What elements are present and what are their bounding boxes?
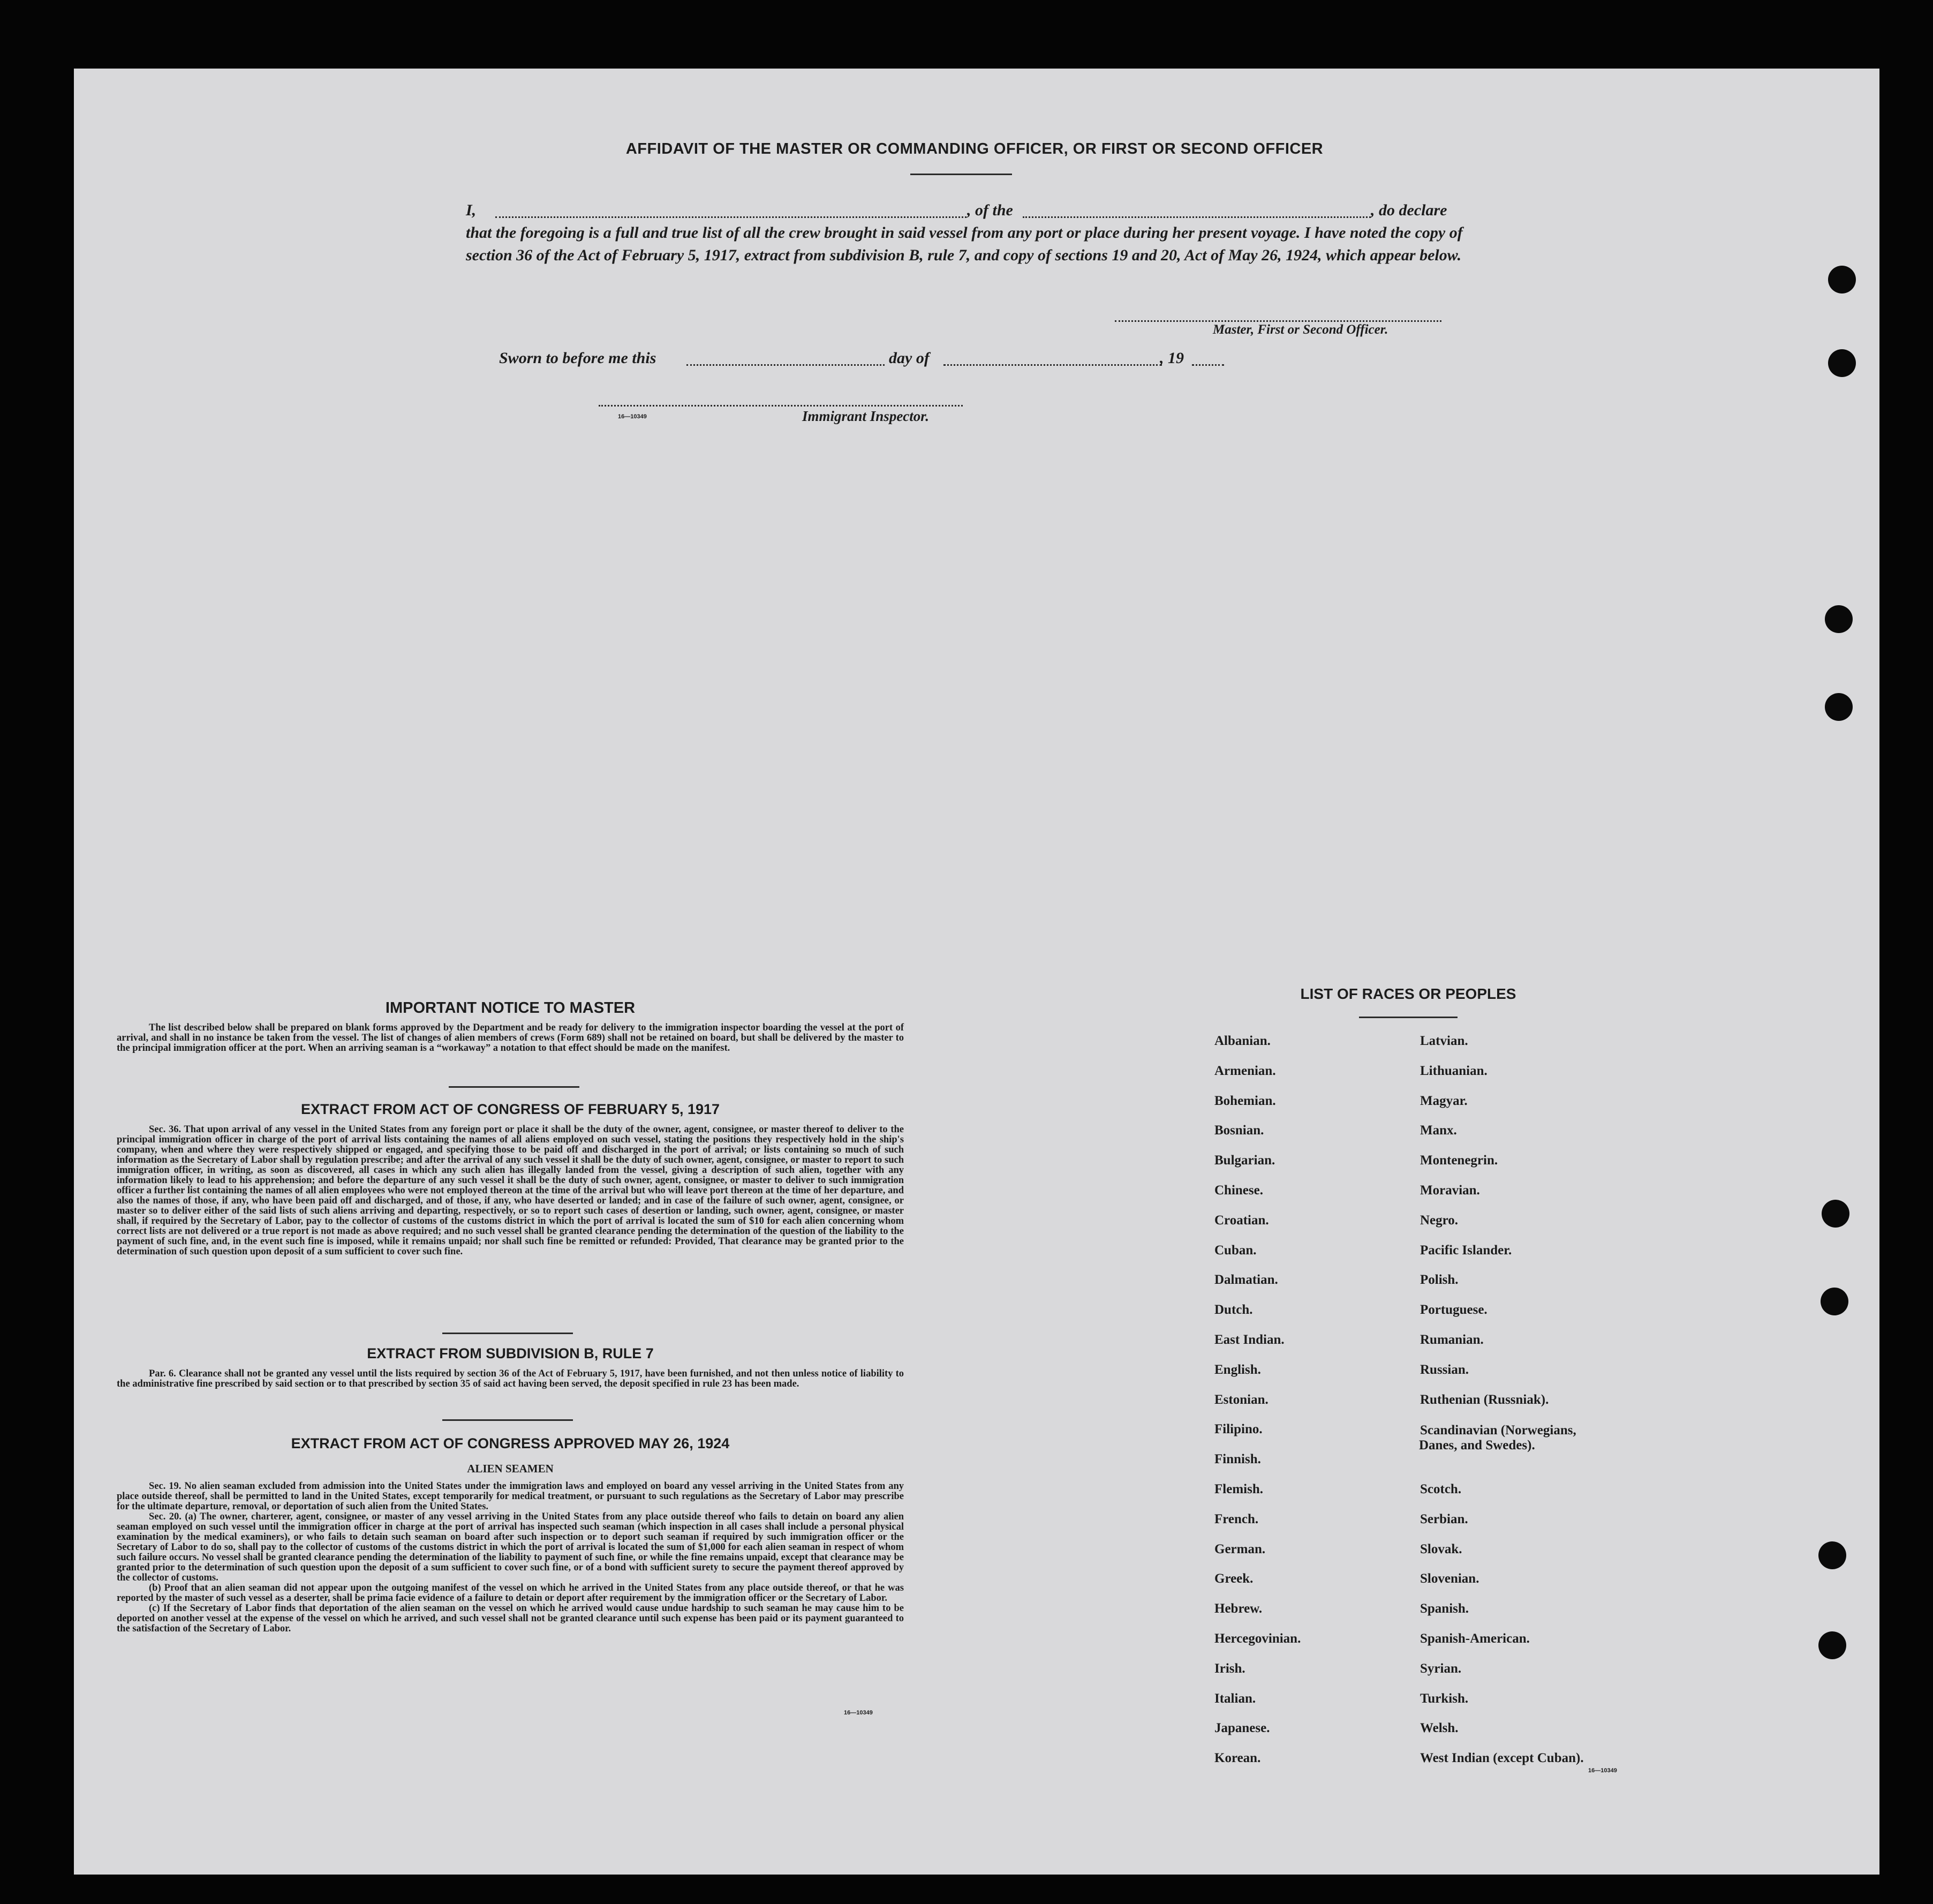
sworn-year-field[interactable] bbox=[1192, 364, 1224, 366]
rule7-title: EXTRACT FROM SUBDIVISION B, RULE 7 bbox=[367, 1345, 654, 1361]
extract-1917-title: EXTRACT FROM ACT OF CONGRESS OF FEBRUARY 5, 1917 bbox=[300, 1101, 720, 1117]
binder-hole bbox=[1828, 349, 1856, 377]
race-item: Albanian. bbox=[1214, 1034, 1271, 1048]
extract-1924-text bbox=[117, 1481, 904, 1634]
race-item: Portuguese. bbox=[1420, 1303, 1487, 1318]
race-item: West Indian (except Cuban). bbox=[1420, 1751, 1584, 1766]
form-number: 16—10349 bbox=[1588, 1767, 1617, 1774]
race-item: Croatian. bbox=[1214, 1213, 1269, 1228]
inspector-label: Immigrant Inspector. bbox=[802, 408, 930, 424]
notice-text bbox=[117, 1023, 904, 1053]
binder-hole bbox=[1818, 1541, 1846, 1569]
race-item: Lithuanian. bbox=[1420, 1063, 1487, 1078]
section-divider bbox=[442, 1419, 573, 1421]
race-item: Bosnian. bbox=[1214, 1123, 1264, 1138]
race-item: Serbian. bbox=[1420, 1511, 1468, 1526]
race-item: Irish. bbox=[1214, 1661, 1245, 1676]
race-item: French. bbox=[1214, 1511, 1259, 1526]
races-divider bbox=[1359, 1017, 1458, 1018]
binder-hole bbox=[1818, 1631, 1846, 1659]
section-20c-paragraph: (c) If the Secretary of Labor finds that deportation of the alien seaman on the vessel on which he arrived would cause undue hardship to such seaman he may cause him to be deported on another vessel at the expense of the vessel on which he arrived, and such vessel shall not be granted clearance until such expense has been paid or its payment guaranteed to the satisfaction of the Secretary of Labor. bbox=[117, 1603, 904, 1634]
race-item: Turkish. bbox=[1420, 1691, 1469, 1706]
race-item: Slovak. bbox=[1420, 1541, 1462, 1556]
race-item: Bohemian. bbox=[1214, 1093, 1276, 1108]
race-item: Filipino. bbox=[1214, 1422, 1263, 1437]
vessel-name-field[interactable] bbox=[1023, 216, 1371, 218]
title-divider bbox=[910, 174, 1012, 175]
race-item: Estonian. bbox=[1214, 1392, 1268, 1407]
race-item: Greek. bbox=[1214, 1571, 1254, 1586]
section-divider bbox=[449, 1086, 579, 1088]
day-of-label: day of bbox=[889, 349, 930, 367]
race-item: Rumanian. bbox=[1420, 1333, 1484, 1347]
race-item: German. bbox=[1214, 1541, 1266, 1556]
section-divider bbox=[442, 1333, 573, 1334]
race-item: Scandinavian (Norwegians, bbox=[1420, 1423, 1576, 1438]
binder-hole bbox=[1825, 693, 1853, 721]
declaration-paragraph: that the foregoing is a full and true list of all the crew brought in said vessel from any port or place during her present voyage. I have noted the copy of section 36 of the Act of February 5, 1917, extract from subdivision B, rule 7, and copy of sections 19 and 20, Act of May 26, 1924, which appear below. bbox=[466, 224, 1463, 264]
race-item: Latvian. bbox=[1420, 1034, 1468, 1048]
extract-1924-title: EXTRACT FROM ACT OF CONGRESS APPROVED MAY 26, 1924 bbox=[291, 1435, 730, 1451]
race-item: Cuban. bbox=[1214, 1243, 1257, 1258]
race-item: Bulgarian. bbox=[1214, 1153, 1275, 1168]
race-item: Ruthenian (Russniak). bbox=[1420, 1392, 1549, 1407]
race-item: Magyar. bbox=[1420, 1093, 1468, 1108]
rule7-text bbox=[117, 1369, 904, 1389]
race-item: Polish. bbox=[1420, 1273, 1459, 1288]
race-item: Pacific Islander. bbox=[1420, 1243, 1512, 1258]
sworn-month-field[interactable] bbox=[943, 364, 1162, 366]
race-item: Russian. bbox=[1420, 1362, 1469, 1377]
rule7-paragraph: Par. 6. Clearance shall not be granted any vessel until the lists required by section 36 of the Act of February 5, 1917, have been furnished, and not then unless notice of liability to the administrative fine prescribed by said section or to that prescribed by section 35 of said act having been served, the deposit specified in rule 23 has been made. bbox=[117, 1368, 904, 1389]
binder-hole bbox=[1828, 266, 1856, 293]
binder-hole bbox=[1825, 605, 1853, 633]
race-item: Syrian. bbox=[1420, 1661, 1462, 1676]
race-item: Armenian. bbox=[1214, 1063, 1276, 1078]
year-prefix: , 19 bbox=[1160, 349, 1184, 367]
declarant-name-field[interactable] bbox=[495, 216, 966, 218]
race-item: Chinese. bbox=[1214, 1183, 1263, 1198]
race-item: East Indian. bbox=[1214, 1333, 1285, 1347]
binder-hole bbox=[1822, 1200, 1849, 1228]
notice-paragraph: The list described below shall be prepared on blank forms approved by the Department and be ready for delivery to the immigration inspector boarding the vessel at the port of arrival, and shall in no instance be taken from the vessel. The list of changes of alien members of crews (Form 689) shall not be retained on board, but shall be delivered by the master to the principal immigration officer at the port. When an arriving seaman is a “workaway” a notation to that effect should be made on the manifest. bbox=[117, 1022, 904, 1053]
extract-1917-text bbox=[117, 1125, 904, 1257]
notice-title: IMPORTANT NOTICE TO MASTER bbox=[385, 999, 636, 1017]
race-item: English. bbox=[1214, 1362, 1261, 1377]
declare-suffix: , do declare bbox=[1371, 201, 1447, 219]
race-item: Hebrew. bbox=[1214, 1601, 1263, 1616]
race-item: Japanese. bbox=[1214, 1721, 1270, 1736]
race-item: Finnish. bbox=[1214, 1452, 1261, 1467]
race-item: Spanish. bbox=[1420, 1601, 1469, 1616]
alien-seamen-subtitle: ALIEN SEAMEN bbox=[467, 1462, 554, 1475]
form-number: 16—10349 bbox=[618, 413, 647, 420]
race-item: Negro. bbox=[1420, 1213, 1459, 1228]
affidavit-title: AFFIDAVIT OF THE MASTER OR COMMANDING OFFICER, OR FIRST OR SECOND OFFICER bbox=[625, 140, 1324, 157]
vessel-prefix: , of the bbox=[967, 201, 1013, 219]
race-item: Montenegrin. bbox=[1420, 1153, 1498, 1168]
section-19-paragraph: Sec. 19. No alien seaman excluded from admission into the United States under the immigration laws and employed on board any vessel arriving in the United States from any place outside thereof, shall be permitted to land in the United States, except temporarily for medical treatment, or pursuant to such regulations as the Secretary of Labor may prescribe for the ultimate departure, removal, or deportation of such alien from the United States. bbox=[117, 1481, 904, 1512]
race-item: Italian. bbox=[1214, 1691, 1256, 1706]
section-20b-paragraph: (b) Proof that an alien seaman did not appear upon the outgoing manifest of the vessel on which he arrived in the United States from any place outside thereof, or that he was reported by the master of such vessel as a deserter, shall be prima facie evidence of a failure to detain or deport after requirement by the immigration officer or the Secretary of Labor. bbox=[117, 1583, 904, 1604]
sworn-day-field[interactable] bbox=[686, 364, 885, 366]
race-item: Dutch. bbox=[1214, 1303, 1253, 1318]
race-item: Moravian. bbox=[1420, 1183, 1480, 1198]
race-item: Dalmatian. bbox=[1214, 1273, 1278, 1288]
declarant-prefix: I, bbox=[466, 201, 477, 219]
race-item: Slovenian. bbox=[1420, 1571, 1479, 1586]
section-20a-paragraph: Sec. 20. (a) The owner, charterer, agent, consignee, or master of any vessel arriving in the United States from any place outside thereof who fails to detain on board any alien seaman employed on such vessel until the immigration officer in charge at the port of arrival has inspected such seaman (which inspection in all cases shall include a personal physical examination by the medical examiners), or who fails to detain such seaman on board after such inspection or to deport such seaman if required by such immigration officer or the Secretary of Labor to do so, shall pay to the collector of customs of the customs district in which the port of arrival is located the sum of $1,000 for each alien seaman in respect of whom such failure occurs. No vessel shall be granted clearance pending the determination of the liability to payment of such fine, or while the fine remains unpaid, except that clearance may be granted prior to the determination of such question upon the deposit of a sum sufficient to cover such fine, or of a bond with sufficient surety to secure the payment thereof approved by the collector of customs. bbox=[117, 1511, 904, 1583]
sworn-prefix: Sworn to before me this bbox=[499, 349, 656, 367]
race-item: Manx. bbox=[1420, 1123, 1457, 1138]
race-item: Welsh. bbox=[1420, 1721, 1459, 1736]
race-item: Hercegovinian. bbox=[1214, 1631, 1301, 1646]
race-item: Danes, and Swedes). bbox=[1419, 1438, 1535, 1453]
inspector-signature-field[interactable] bbox=[599, 405, 963, 407]
section-36-paragraph: Sec. 36. That upon arrival of any vessel in the United States from any foreign port or place it shall be the duty of the owner, agent, consignee, or master thereof to deliver to the principal immigration officer in charge of the port of arrival lists containing the names of all aliens employed on such vessel, stating the positions they respectively hold in the ship's company, when and where they were respectively shipped or engaged, and specifying those to be paid off and discharged in the port of arrival; or lists containing so much of such information as the Secretary of Labor shall by regulation prescribe; and after the arrival of any such vessel it shall be the duty of such owner, agent, consignee, or master to report to such immigration officer, in writing, as soon as discovered, all cases in which any such alien has illegally landed from the vessel, giving a description of such alien, together with any information likely to lead to his apprehension; and before the departure of any such vessel it shall be the duty of such owner, agent, consignee, or master to deliver to such immigration officer a further list containing the names of all alien employees who were not employed thereon at the time of the arrival but who will leave port thereon at the time of her departure, and also the names of those, if any, who have been paid off and discharged, and of those, if any, who have deserted or landed; and in case of the failure of such owner, agent, consignee, or master so to deliver either of the said lists of such aliens arriving and departing, respectively, or so to report such cases of desertion or landing, such owner, agent, consignee, or master shall, if required by the Secretary of Labor, pay to the collector of customs of the customs district in which the port of arrival is located the sum of $10 for each alien concerning whom correct lists are not delivered or a true report is not made as above required; and no such vessel shall be granted clearance pending the determination of the question of the liability to the payment of such fine, and, in the event such fine is imposed, while it remains unpaid; nor shall such fine be remitted or refunded: Provided, That clearance may be granted prior to the determination of such question upon deposit of a sum sufficient to cover such fine. bbox=[117, 1124, 904, 1257]
binder-hole bbox=[1821, 1288, 1848, 1315]
officer-signature-field[interactable] bbox=[1115, 320, 1441, 322]
races-title: LIST OF RACES OR PEOPLES bbox=[1300, 985, 1516, 1002]
race-item: Scotch. bbox=[1420, 1482, 1462, 1496]
race-item: Spanish-American. bbox=[1420, 1631, 1530, 1646]
form-number: 16—10349 bbox=[844, 1710, 873, 1716]
declaration-line bbox=[466, 199, 1467, 222]
race-item: Korean. bbox=[1214, 1751, 1261, 1766]
race-item: Flemish. bbox=[1214, 1482, 1263, 1496]
signature-label: Master, First or Second Officer. bbox=[1213, 322, 1388, 337]
